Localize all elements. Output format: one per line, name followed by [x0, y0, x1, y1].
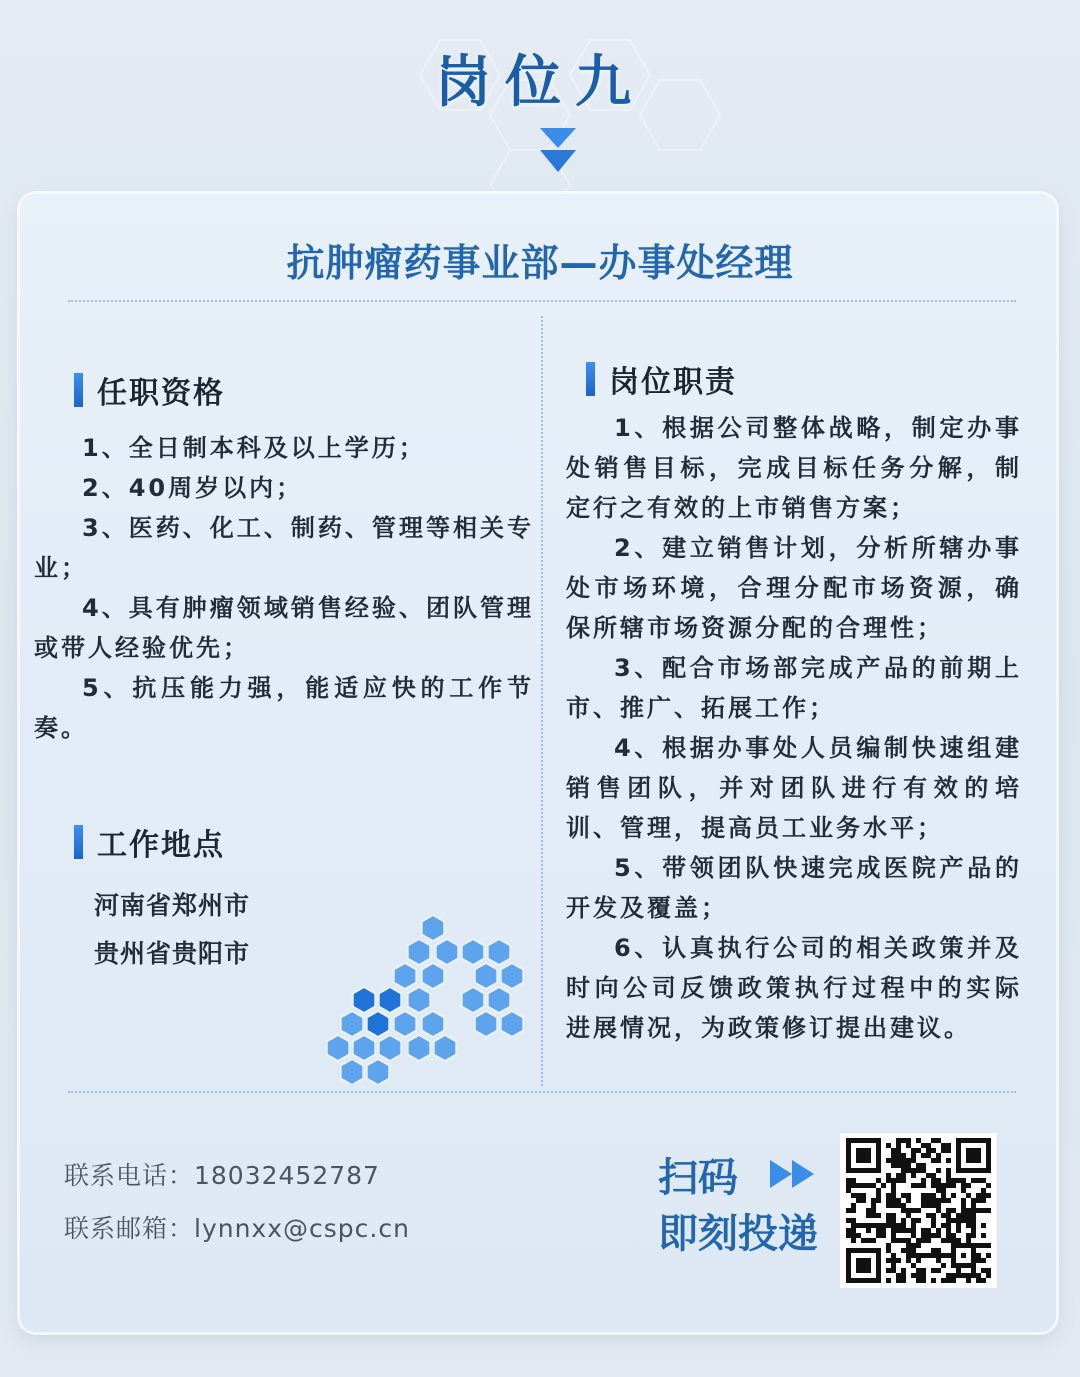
- qualifications-heading: [74, 368, 225, 412]
- qualification-item: 5、抗压能力强，能适应快的工作节奏。: [34, 674, 534, 742]
- hexagon-cell: [462, 987, 485, 1013]
- hexagon-cell: [462, 939, 485, 965]
- hexagon-cell: [367, 1059, 390, 1084]
- duties-title: 岗位职责: [609, 365, 737, 400]
- apply-line-submit: 即刻投递: [658, 1211, 818, 1257]
- qualification-item: 1、全日制本科及以上学历；: [82, 434, 426, 462]
- hexagon-cell: [408, 987, 431, 1013]
- duties-list: [566, 408, 1022, 1048]
- hexagon-cell: [327, 1035, 350, 1061]
- hexagon-cell: [353, 987, 376, 1013]
- hexagon-cell: [422, 963, 445, 989]
- location-list: [94, 882, 250, 978]
- section-marker: [586, 362, 595, 396]
- contact-phone: 联系电话：18032452787: [64, 1161, 380, 1190]
- divider-vertical: [541, 316, 543, 1086]
- apply-line-scan: 扫码: [658, 1155, 738, 1201]
- duty-item: 6、认真执行公司的相关政策并及时向公司反馈政策执行过程中的实际进展情况，为政策修订提出建议。: [566, 934, 1022, 1042]
- duty-item: 2、建立销售计划，分析所辖办事处市场环境，合理分配市场资源，确保所辖市场资源分配的合理性；: [566, 534, 1022, 642]
- location-item: 河南省郑州市: [94, 891, 251, 920]
- section-marker: [74, 373, 83, 407]
- location-item: 贵州省贵阳市: [94, 939, 251, 968]
- hexagon-cell: [434, 1035, 457, 1061]
- hexagon-cell: [488, 939, 511, 965]
- divider-top: [68, 300, 1016, 302]
- location-title: 工作地点: [97, 828, 225, 863]
- qualification-item: 2、40周岁以内；: [82, 474, 304, 502]
- page-title: 岗位九: [435, 50, 645, 115]
- hexagon-cell: [379, 1035, 402, 1061]
- hexagon-cell: [408, 1035, 431, 1061]
- hexagon-cell: [408, 939, 431, 965]
- hexagon-cell: [488, 987, 511, 1013]
- divider-bottom: [68, 1091, 1016, 1093]
- duty-item: 5、带领团队快速完成医院产品的开发及覆盖；: [566, 854, 1022, 922]
- hexagon-cell: [394, 1011, 417, 1037]
- qualification-item: 3、医药、化工、制药、管理等相关专业；: [34, 514, 534, 582]
- hexagon-cell: [422, 915, 445, 941]
- duty-item: 3、配合市场部完成产品的前期上市、推广、拓展工作；: [566, 654, 1022, 722]
- qualification-item: 4、具有肿瘤领域销售经验、团队管理或带人经验优先；: [34, 594, 534, 662]
- hexagon-cell: [341, 1011, 364, 1037]
- hexagon-cell: [475, 1011, 498, 1037]
- location-heading: [74, 820, 225, 864]
- hexagon-cell: [501, 1011, 524, 1037]
- hexagon-cell: [353, 1035, 376, 1061]
- qr-code-icon[interactable]: [840, 1133, 997, 1288]
- duties-heading: [586, 357, 737, 401]
- section-marker: [74, 825, 83, 859]
- hexagon-cell: [475, 963, 498, 989]
- hexagon-cell: [367, 1011, 390, 1037]
- hexagon-cell: [379, 987, 402, 1013]
- qualifications-list: [34, 428, 534, 748]
- double-play-arrow-icon: [768, 1158, 818, 1190]
- hexagon-cell: [341, 1059, 364, 1084]
- hexagon-cell: [394, 963, 417, 989]
- hexagon-cell: [501, 963, 524, 989]
- qualifications-title: 任职资格: [97, 376, 225, 411]
- contact-email: 联系邮箱：lynnxx@cspc.cn: [64, 1214, 410, 1243]
- hexagon-cell: [436, 939, 459, 965]
- job-title: 抗肿瘤药事业部—办事处经理: [286, 241, 794, 285]
- duty-item: 4、根据办事处人员编制快速组建销售团队，并对团队进行有效的培训、管理，提高员工业务水平；: [566, 734, 1022, 842]
- double-chevron-down-icon: [538, 126, 578, 176]
- hexagon-cluster-decoration: [318, 914, 534, 1084]
- hexagon-cell: [422, 1011, 445, 1037]
- duty-item: 1、根据公司整体战略，制定办事处销售目标，完成目标任务分解，制定行之有效的上市销售方案；: [566, 414, 1022, 522]
